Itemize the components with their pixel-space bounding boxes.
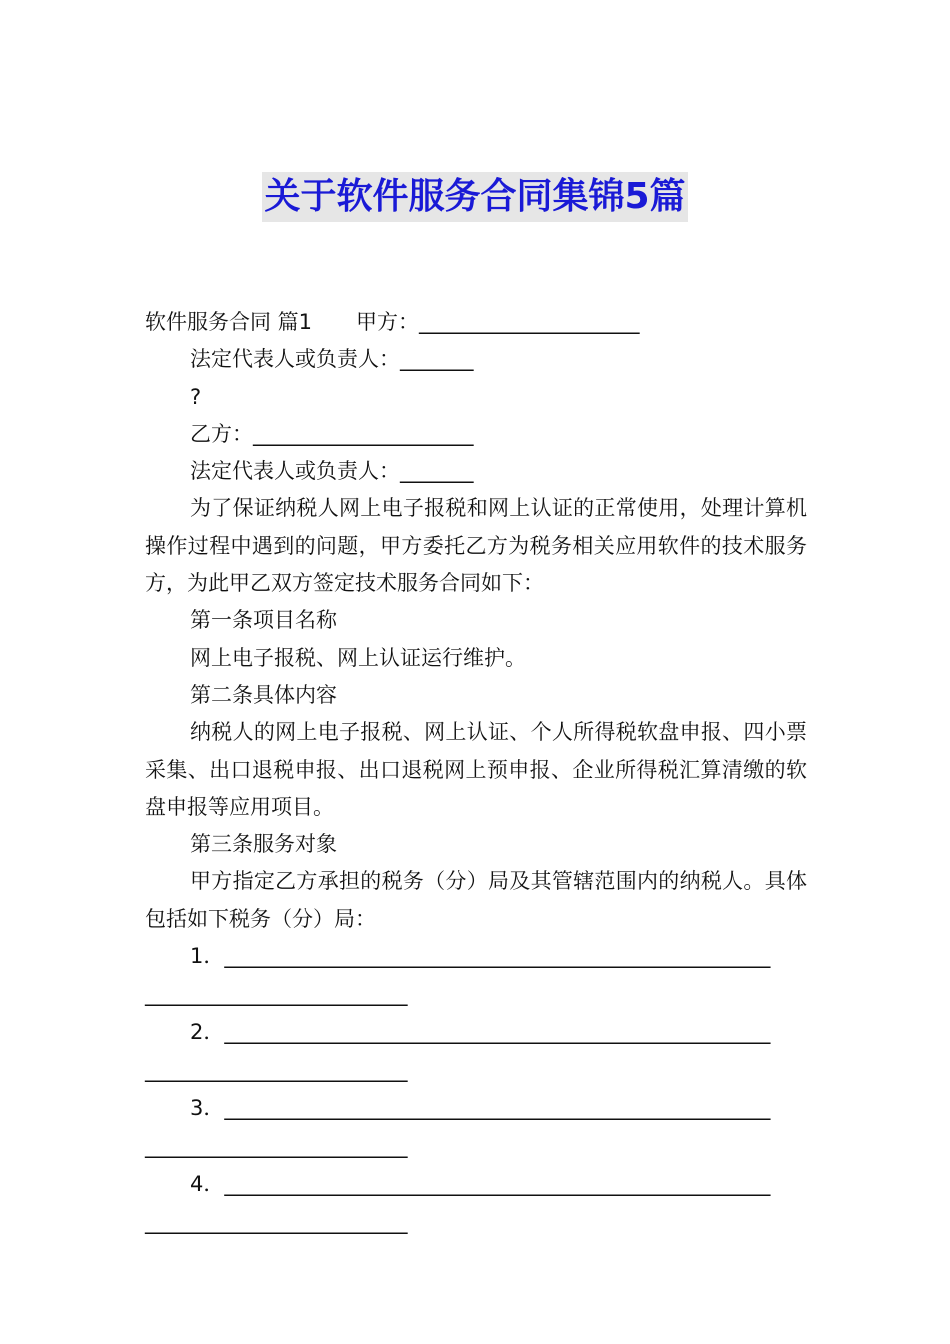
article-2-heading: 第二条具体内容 xyxy=(190,682,337,707)
fill-in-blank-continuation: _________________________ xyxy=(145,982,408,1007)
fill-in-blank: ____________________________________________________ xyxy=(224,1096,771,1121)
list-item xyxy=(145,938,807,1014)
list-number: 3． xyxy=(190,1096,225,1121)
list-item-first-line xyxy=(145,1014,807,1052)
list-number: 2． xyxy=(190,1020,225,1045)
article-2-content: 纳税人的网上电子报税、网上认证、个人所得税软盘申报、四小票采集、出口退税申报、出口退税网上预申报、企业所得税汇算清缴的软盘申报等应用项目。 xyxy=(145,720,807,819)
fill-in-blank-continuation: _________________________ xyxy=(145,1210,408,1235)
header-line xyxy=(145,304,807,341)
document-title: 关于软件服务合同集锦5篇 xyxy=(262,172,687,222)
fill-in-blank-continuation: _________________________ xyxy=(145,1134,408,1159)
fill-in-blank-continuation: _________________________ xyxy=(145,1058,408,1083)
list-item xyxy=(145,1166,807,1242)
list-number: 4． xyxy=(190,1172,225,1197)
list-item-first-line xyxy=(145,938,807,976)
document-body xyxy=(145,304,807,1242)
contract-label: 软件服务合同 篇1 xyxy=(145,310,313,334)
numbered-list xyxy=(145,938,807,1242)
title-container xyxy=(0,172,950,222)
list-item xyxy=(145,1090,807,1166)
article-3-heading: 第三条服务对象 xyxy=(190,832,337,857)
party-b-field: 乙方：_____________________ xyxy=(190,421,474,446)
article-1-heading: 第一条项目名称 xyxy=(190,608,337,633)
article-3-content: 甲方指定乙方承担的税务（分）局及其管辖范围内的纳税人。具体包括如下税务（分）局： xyxy=(145,869,807,931)
article-1-content: 网上电子报税、网上认证运行维护。 xyxy=(190,645,526,670)
fill-in-blank: ____________________________________________________ xyxy=(224,1020,771,1045)
list-item-first-line xyxy=(145,1166,807,1204)
fill-in-blank: ____________________________________________________ xyxy=(224,944,771,969)
party-a-field: 甲方：_____________________ xyxy=(356,310,640,334)
representative-line-1: 法定代表人或负责人：_______ xyxy=(190,347,474,372)
list-item xyxy=(145,1014,807,1090)
list-number: 1． xyxy=(190,944,225,969)
question-mark-line: ? xyxy=(190,384,202,409)
intro-paragraph: 为了保证纳税人网上电子报税和网上认证的正常使用，处理计算机操作过程中遇到的问题，甲方委托乙方为税务相关应用软件的技术服务方，为此甲乙双方签定技术服务合同如下： xyxy=(145,496,807,596)
list-item-first-line xyxy=(145,1090,807,1128)
fill-in-blank: ____________________________________________________ xyxy=(224,1172,771,1197)
representative-line-2: 法定代表人或负责人：_______ xyxy=(190,459,474,484)
